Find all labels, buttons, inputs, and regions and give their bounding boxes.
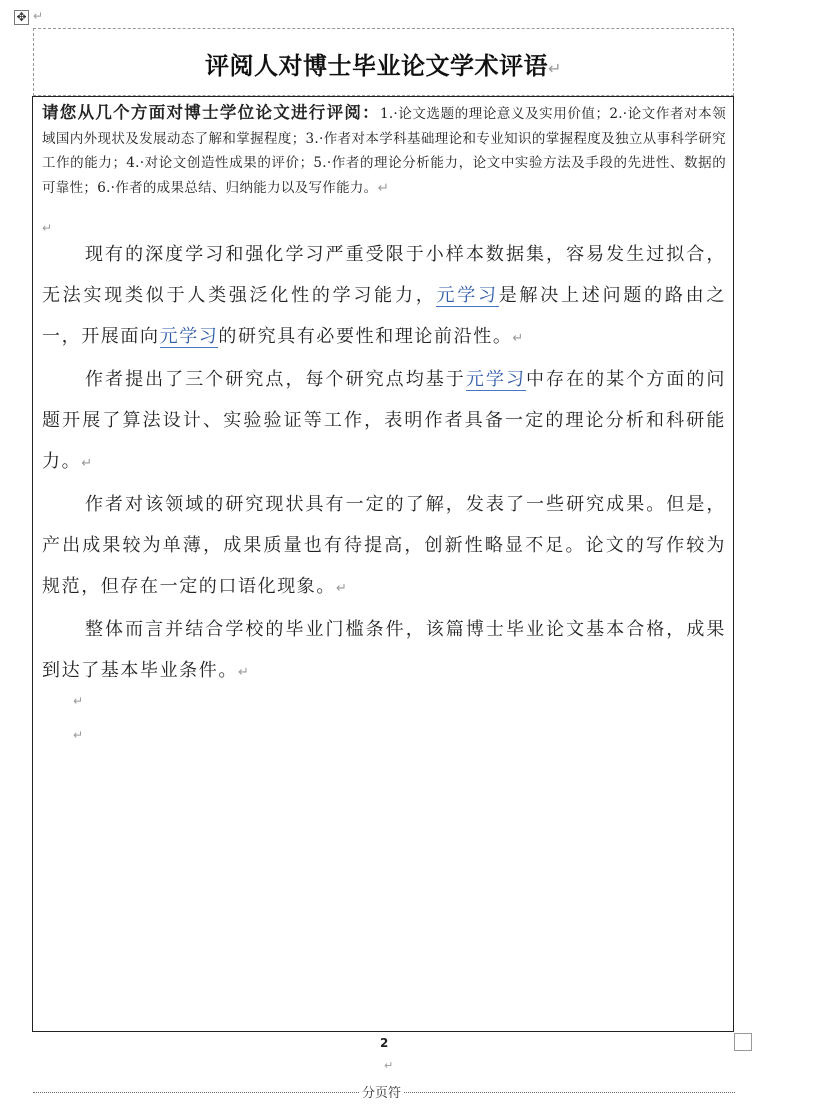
table-move-handle-icon[interactable]: ✥ [14,10,29,25]
paragraph-text: 整体而言并结合学校的毕业门槛条件，该篇博士毕业论文基本合格，成果到达了基本毕业条件。 [42,619,726,681]
paragraph-mark-icon: ↵ [384,1059,394,1072]
term-link[interactable]: 元学习 [465,369,526,390]
paragraph-mark-icon: ↵ [73,728,84,742]
review-paragraph [42,484,726,609]
paragraph-text: 作者对该领域的研究现状具有一定的了解，发表了一些研究成果。但是，产出成果较为单薄，成果质量也有待提高，创新性略显不足。论文的写作较为规范，但存在一定的口语化现象。 [42,494,726,597]
paragraph-mark-icon: ↵ [548,59,562,78]
paragraph-text: 的研究具有必要性和理论前沿性。 [218,326,513,347]
paragraph-mark-icon: ↵ [336,581,347,596]
term-link[interactable]: 元学习 [436,285,499,306]
paragraph-text: 是解决上述问题的路由之一，开展面向 [42,285,726,347]
paragraph-mark-icon: ↵ [33,9,44,23]
paragraph-mark-icon: ↵ [512,331,524,346]
table-resize-handle[interactable] [734,1033,752,1051]
review-content-cell[interactable] [32,96,734,1032]
review-instructions [42,101,726,200]
review-paragraph [42,609,726,693]
document-title [34,46,733,81]
paragraph-mark-icon: ↵ [73,694,84,708]
term-link[interactable]: 元学习 [159,326,219,347]
page-break-label: 分页符 [360,1082,403,1101]
paragraph-text: 作者提出了三个研究点，每个研究点均基于 [85,369,466,390]
instructions-lead: 请您从几个方面对博士学位论文进行评阅： [42,103,380,122]
paragraph-text: 中存在的某个方面的问题开展了算法设计、实验验证等工作，表明作者具备一定的理论分析和科研能力。 [42,369,726,472]
page-number: 2 [380,1036,389,1050]
instructions-text: 1.·论文选题的理论意义及实用价值；2.·论文作者对本领域国内外现状及发展动态了解和掌握程度；3.·作者对本学科基础理论和专业知识的掌握程度及独立从事科学研究工作的能力；4.·对论文创造性成果的评价；5.·作者的理论分析能力，论文中实验方法及手段的先进性、数据的可靠性；6.·作者的成果总结、归纳能力以及写作能力。 [42,106,727,196]
document-title-text: 评阅人对博士毕业论文学术评语 [205,52,549,80]
review-paragraph [42,359,726,484]
paragraph-mark-icon: ↵ [42,221,53,235]
paragraph-mark-icon: ↵ [238,665,249,680]
paragraph-mark-icon: ↵ [81,456,93,471]
title-cell[interactable] [33,28,734,96]
review-body [42,234,726,693]
paragraph-text: 现有的深度学习和强化学习严重受限于小样本数据集，容易发生过拟合，无法实现类似于人类强泛化性的学习能力， [42,244,726,306]
paragraph-mark-icon: ↵ [377,179,390,196]
review-paragraph [42,234,726,359]
